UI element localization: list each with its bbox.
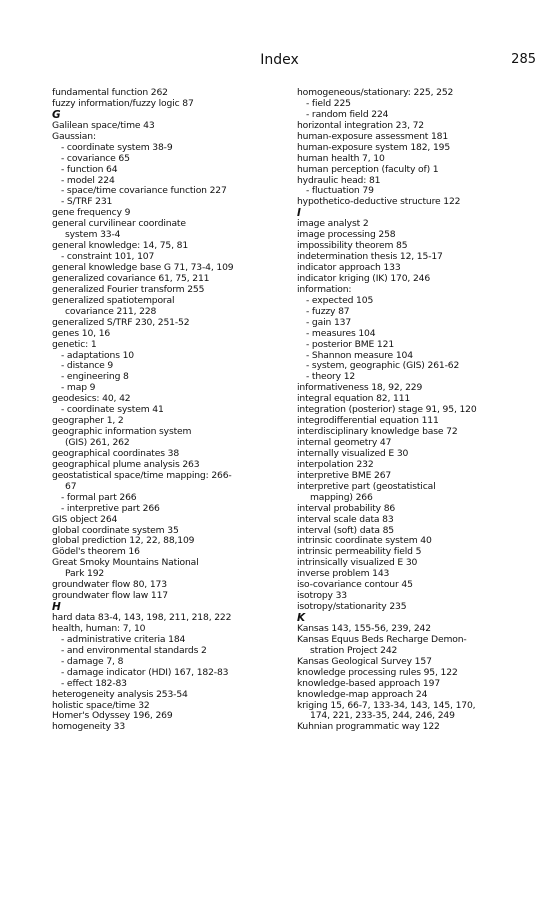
index-entry: human-exposure assessment 181	[297, 130, 449, 142]
index-entry: impossibility theorem 85	[297, 240, 408, 252]
index-entry: general curvilinear coordinate	[52, 218, 186, 230]
index-entry: Gödel's theorem 16	[52, 546, 140, 558]
index-entry: hard data 83-4, 143, 198, 211, 218, 222	[52, 612, 232, 623]
index-subentry: - random field 224	[306, 108, 389, 120]
index-entry: informativeness 18, 92, 229	[297, 382, 423, 394]
index-letter-heading: G	[52, 108, 61, 121]
index-entry: human-exposure system 182, 195	[297, 141, 451, 153]
index-entry: internal geometry 47	[297, 437, 392, 448]
page-number: 285	[511, 52, 536, 67]
page-title: Index	[260, 52, 299, 68]
index-entry: image analyst 2	[297, 218, 369, 230]
index-entry: indetermination thesis 12, 15-17	[297, 251, 443, 263]
index-entry: human health 7, 10	[297, 152, 385, 164]
index-entry: interpolation 232	[297, 458, 374, 470]
index-entry: geographical coordinates 38	[52, 447, 180, 459]
index-column-left	[52, 88, 284, 733]
index-subentry: - formal part 266	[61, 491, 137, 503]
index-entry-continuation: Park 192	[65, 568, 105, 580]
index-subentry: - constraint 101, 107	[61, 251, 155, 263]
index-entry: internally visualized E 30	[297, 447, 409, 459]
index-subentry: - system, geographic (GIS) 261-62	[306, 360, 460, 372]
index-subentry: - adaptations 10	[61, 349, 134, 361]
index-entry: integrodifferential equation 111	[297, 415, 439, 427]
index-entry: fundamental function 262	[52, 87, 168, 98]
index-subentry: - theory 12	[306, 371, 356, 383]
index-subentry: - space/time covariance function 227	[61, 185, 227, 197]
index-column-right	[297, 88, 537, 733]
index-entry: interval probability 86	[297, 502, 396, 514]
index-subentry: - fluctuation 79	[306, 185, 374, 197]
index-subentry: - effect 182-83	[61, 677, 127, 689]
index-entry: isotropy 33	[297, 590, 347, 602]
index-subentry: - interpretive part 266	[61, 502, 160, 514]
index-entry: interval scale data 83	[297, 513, 394, 525]
index-entry: knowledge-based approach 197	[297, 677, 441, 689]
index-entry: inverse problem 143	[297, 568, 390, 580]
index-entry: Kansas Geological Survey 157	[297, 655, 432, 667]
index-entry: integration (posterior) stage 91, 95, 120	[297, 404, 477, 416]
index-subentry: - S/TRF 231	[61, 196, 113, 208]
index-letter-heading: I	[297, 207, 301, 220]
index-entry-continuation: mapping) 266	[310, 491, 373, 503]
index-entry: genes 10, 16	[52, 327, 111, 339]
index-entry: global prediction 12, 22, 88,109	[52, 535, 195, 547]
index-subentry: - posterior BME 121	[306, 338, 395, 350]
index-entry: Galilean space/time 43	[52, 119, 155, 131]
index-letter-heading: H	[52, 601, 61, 614]
index-entry-continuation: 174, 221, 233-35, 244, 246, 249	[310, 710, 455, 722]
index-entry: groundwater flow law 117	[52, 590, 168, 602]
index-subentry: - expected 105	[306, 294, 374, 306]
index-entry: general knowledge: 14, 75, 81	[52, 240, 189, 252]
index-entry: interpretive part (geostatistical	[297, 480, 436, 492]
index-entry: heterogeneity analysis 253-54	[52, 688, 188, 700]
index-entry: global coordinate system 35	[52, 524, 179, 536]
page-header	[0, 50, 559, 70]
index-entry: Kansas Equus Beds Recharge Demon-	[297, 633, 467, 645]
index-entry: homogeneity 33	[52, 721, 126, 733]
index-entry: knowledge processing rules 95, 122	[297, 666, 458, 678]
index-entry: geographical plume analysis 263	[52, 458, 200, 470]
index-entry: geographer 1, 2	[52, 415, 124, 427]
index-entry: human perception (faculty of) 1	[297, 163, 439, 175]
index-entry: geographic information system	[52, 426, 192, 438]
index-entry: generalized Fourier transform 255	[52, 283, 205, 295]
index-entry-continuation: 67	[65, 480, 77, 492]
index-entry-continuation: (GIS) 261, 262	[65, 437, 130, 448]
index-subentry: - and environmental standards 2	[61, 644, 207, 656]
index-subentry: - function 64	[61, 163, 118, 175]
index-entry: intrinsically visualized E 30	[297, 557, 418, 569]
index-subentry: - field 225	[306, 97, 351, 109]
index-subentry: - damage 7, 8	[61, 655, 124, 667]
index-entry: hydraulic head: 81	[297, 174, 381, 186]
index-entry-continuation: system 33-4	[65, 229, 121, 241]
index-subentry: - covariance 65	[61, 152, 130, 164]
index-subentry: - gain 137	[306, 316, 352, 328]
index-entry-continuation: stration Project 242	[310, 644, 398, 656]
index-entry: general knowledge base G 71, 73-4, 109	[52, 262, 234, 273]
index-letter-heading: K	[297, 612, 305, 624]
index-entry: generalized S/TRF 230, 251-52	[52, 316, 190, 328]
index-subentry: - damage indicator (HDI) 167, 182-83	[61, 666, 229, 678]
index-entry: isotropy/stationarity 235	[297, 601, 407, 613]
index-entry: Homer's Odyssey 196, 269	[52, 710, 173, 722]
index-entry: geodesics: 40, 42	[52, 393, 131, 405]
index-entry: Kuhnian programmatic way 122	[297, 721, 440, 733]
index-subentry: - map 9	[61, 382, 96, 394]
index-subentry: - fuzzy 87	[306, 305, 350, 317]
index-entry: intrinsic coordinate system 40	[297, 535, 432, 547]
index-entry: interval (soft) data 85	[297, 524, 394, 536]
index-entry: kriging 15, 66-7, 133-34, 143, 145, 170,	[297, 699, 476, 711]
index-entry-continuation: covariance 211, 228	[65, 305, 157, 317]
index-subentry: - measures 104	[306, 327, 376, 339]
index-entry: indicator kriging (IK) 170, 246	[297, 272, 431, 284]
index-entry: health, human: 7, 10	[52, 622, 146, 634]
index-entry: GIS object 264	[52, 513, 118, 525]
index-subentry: - Shannon measure 104	[306, 349, 413, 361]
index-entry: generalized covariance 61, 75, 211	[52, 272, 210, 284]
index-entry: integral equation 82, 111	[297, 393, 411, 405]
index-entry: Great Smoky Mountains National	[52, 557, 199, 569]
index-subentry: - coordinate system 41	[61, 404, 164, 416]
index-subentry: - distance 9	[61, 360, 114, 372]
index-entry: indicator approach 133	[297, 262, 401, 273]
index-entry: gene frequency 9	[52, 207, 131, 219]
index-entry: iso-covariance contour 45	[297, 579, 413, 591]
index-subentry: - engineering 8	[61, 371, 129, 383]
index-entry: intrinsic permeability field 5	[297, 546, 422, 558]
index-entry: information:	[297, 283, 352, 295]
index-entry: holistic space/time 32	[52, 699, 150, 711]
index-entry: homogeneous/stationary: 225, 252	[297, 87, 454, 98]
index-subentry: - administrative criteria 184	[61, 633, 186, 645]
index-entry: groundwater flow 80, 173	[52, 579, 167, 591]
index-entry: horizontal integration 23, 72	[297, 119, 425, 131]
index-entry: image processing 258	[297, 229, 396, 241]
index-entry: genetic: 1	[52, 338, 97, 350]
index-entry: fuzzy information/fuzzy logic 87	[52, 97, 194, 109]
index-entry: interpretive BME 267	[297, 469, 392, 481]
index-entry: hypothetico-deductive structure 122	[297, 196, 461, 208]
index-subentry: - coordinate system 38-9	[61, 141, 173, 153]
index-entry: generalized spatiotemporal	[52, 294, 175, 306]
index-entry: Gaussian:	[52, 130, 96, 142]
index-entry: interdisciplinary knowledge base 72	[297, 426, 458, 438]
index-entry: geostatistical space/time mapping: 266-	[52, 469, 232, 481]
index-entry: knowledge-map approach 24	[297, 688, 428, 700]
index-subentry: - model 224	[61, 174, 115, 186]
index-entry: Kansas 143, 155-56, 239, 242	[297, 622, 431, 634]
